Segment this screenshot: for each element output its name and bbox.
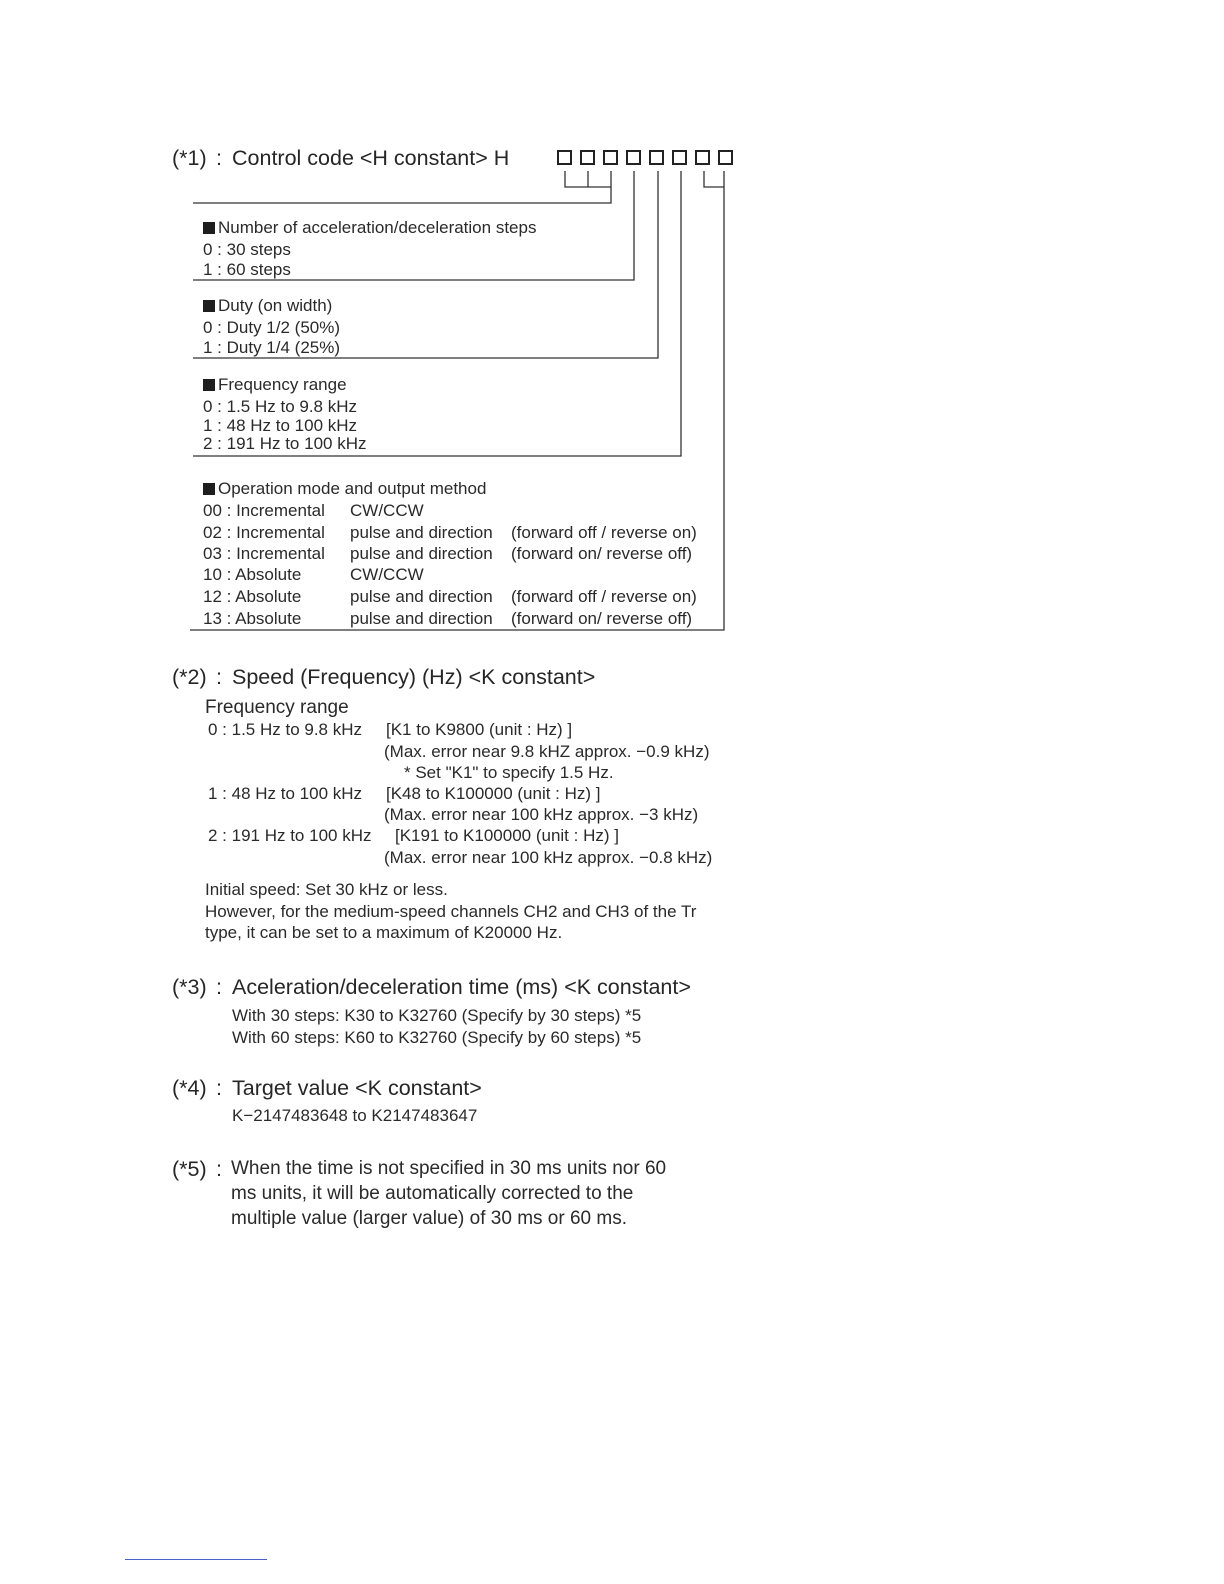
section-5-text: When the time is not specified in 30 ms units nor 60 <box>231 1158 667 1179</box>
accel-30-steps: With 30 steps: K30 to K32760 (Specify by 30 steps) *5 <box>232 1006 642 1025</box>
square-bullet-icon <box>203 483 215 495</box>
section-2-separator: : <box>216 665 222 689</box>
mode-row: 00 : Incremental CW/CCW <box>203 501 424 520</box>
section-3-separator: : <box>216 975 222 999</box>
range-1-error: (Max. error near 100 kHz approx. −3 kHz) <box>384 805 699 824</box>
section-1-title: Control code <H constant> H <box>232 146 510 170</box>
mode-row: 13 : Absolute pulse and direction (forward on/ reverse off) <box>203 609 693 628</box>
section-5-text: ms units, it will be automatically corrected to the <box>231 1183 634 1204</box>
square-bullet-icon <box>203 222 215 234</box>
range-0-error: (Max. error near 9.8 kHZ approx. −0.9 kHz) <box>384 742 710 761</box>
section-5-text: multiple value (larger value) of 30 ms or 60 ms. <box>231 1208 627 1229</box>
section-4-separator: : <box>216 1076 222 1100</box>
freq-heading: Frequency range <box>203 375 347 395</box>
freq-item: 0 : 1.5 Hz to 9.8 kHz <box>203 397 358 416</box>
freq-range-subheading: Frequency range <box>205 697 349 718</box>
range-2: 2 : 191 Hz to 100 kHz <box>208 826 372 845</box>
range-2-constant: [K191 to K100000 (unit : Hz) ] <box>395 826 619 845</box>
target-value-range: K−2147483648 to K2147483647 <box>232 1106 478 1125</box>
freq-item: 2 : 191 Hz to 100 kHz <box>203 434 367 453</box>
duty-item: 1 : Duty 1/4 (25%) <box>203 338 341 357</box>
initial-speed-note: type, it can be set to a maximum of K20000 Hz. <box>205 923 563 942</box>
section-3-title: Aceleration/deceleration time (ms) <K constant> <box>232 975 691 999</box>
mode-row: 12 : Absolute pulse and direction (forward off / reverse on) <box>203 587 697 606</box>
steps-heading: Number of acceleration/deceleration steps <box>203 218 536 238</box>
mode-row: 02 : Incremental pulse and direction (forward off / reverse on) <box>203 523 697 542</box>
section-1-separator: : <box>216 146 222 170</box>
section-3-label: (*3) <box>172 975 207 999</box>
range-2-error: (Max. error near 100 kHz approx. −0.8 kHz) <box>384 848 713 867</box>
range-1-constant: [K48 to K100000 (unit : Hz) ] <box>386 784 601 803</box>
mode-heading: Operation mode and output method <box>203 479 486 499</box>
initial-speed-note: Initial speed: Set 30 kHz or less. <box>205 880 448 899</box>
section-2-label: (*2) <box>172 665 207 689</box>
steps-item: 0 : 30 steps <box>203 240 291 259</box>
freq-item: 1 : 48 Hz to 100 kHz <box>203 416 358 435</box>
initial-speed-note: However, for the medium-speed channels CH2 and CH3 of the Tr <box>205 902 697 921</box>
duty-item: 0 : Duty 1/2 (50%) <box>203 318 341 337</box>
section-5-separator: : <box>216 1157 222 1181</box>
range-0: 0 : 1.5 Hz to 9.8 kHz <box>208 720 363 739</box>
section-1-label: (*1) <box>172 146 207 170</box>
range-0-constant: [K1 to K9800 (unit : Hz) ] <box>386 720 573 739</box>
range-0-note: * Set "K1" to specify 1.5 Hz. <box>404 763 614 782</box>
mode-row: 10 : Absolute CW/CCW <box>203 565 424 584</box>
section-2-title: Speed (Frequency) (Hz) <K constant> <box>232 665 596 689</box>
range-1: 1 : 48 Hz to 100 kHz <box>208 784 363 803</box>
section-4-title: Target value <K constant> <box>232 1076 482 1100</box>
section-5-label: (*5) <box>172 1157 207 1181</box>
square-bullet-icon <box>203 379 215 391</box>
accel-60-steps: With 60 steps: K60 to K32760 (Specify by 60 steps) *5 <box>232 1028 642 1047</box>
footnote-divider <box>125 1559 267 1560</box>
square-bullet-icon <box>203 300 215 312</box>
steps-item: 1 : 60 steps <box>203 260 291 279</box>
duty-heading: Duty (on width) <box>203 296 332 316</box>
section-4-label: (*4) <box>172 1076 207 1100</box>
mode-row: 03 : Incremental pulse and direction (forward on/ reverse off) <box>203 544 693 563</box>
